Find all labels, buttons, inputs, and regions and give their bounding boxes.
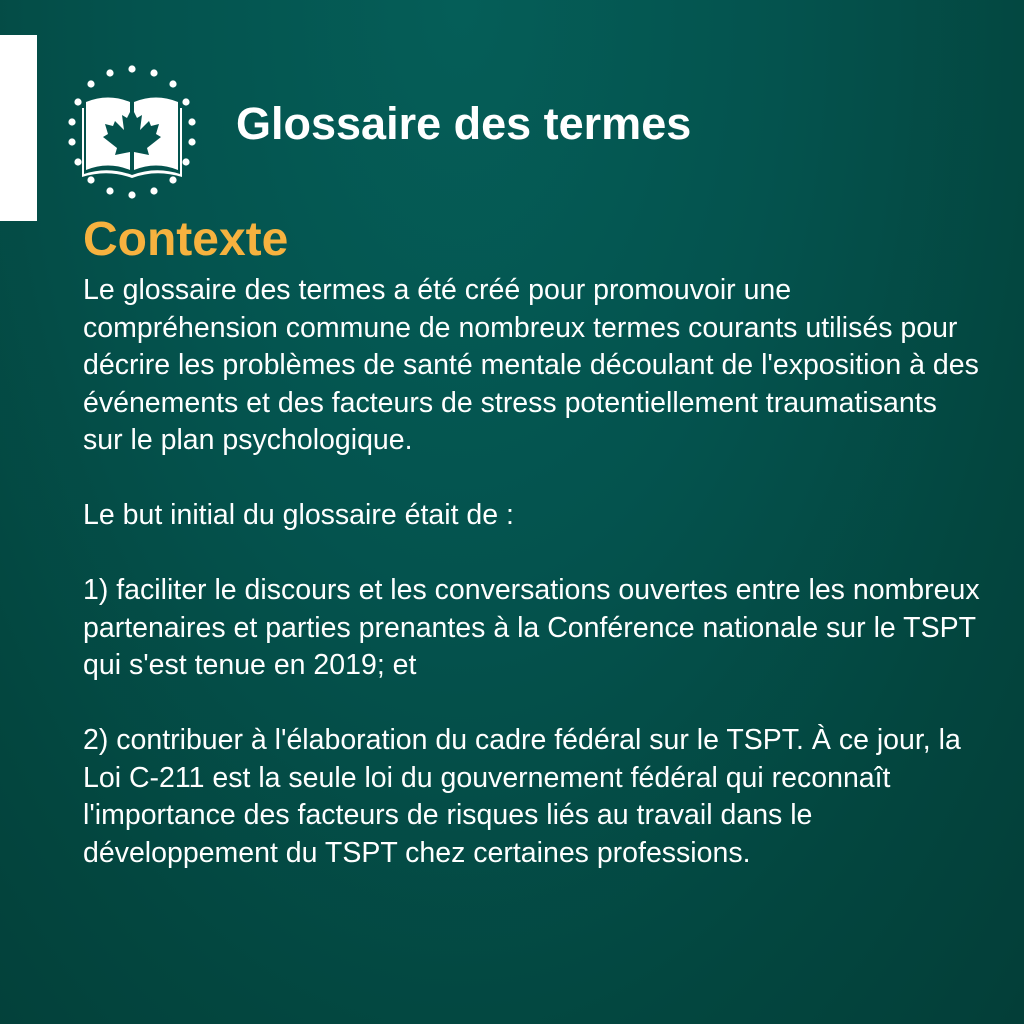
list-item: 1) faciliter le discours et les conversations ouvertes entre les nombreux partenaires et parties prenantes à la Conférence nationale sur le TSPT qui s'est tenue en 2019; et — [83, 574, 980, 681]
section-title: Contexte — [83, 213, 289, 266]
intro-paragraph: Le glossaire des termes a été créé pour promouvoir une compréhension commune de nombreux termes courants utilisés pour décrire les problèmes de santé mentale découlant de l'exposition à des événements et des facteurs de stress potentiellement traumatisants sur le plan psychologique. — [83, 274, 979, 456]
body-text — [83, 272, 983, 872]
accent-bar — [0, 35, 37, 221]
purpose-paragraph: Le but initial du glossaire était de : — [83, 499, 514, 531]
list-item: 2) contribuer à l'élaboration du cadre fédéral sur le TSPT. À ce jour, la Loi C-211 est la seule loi du gouvernement fédéral qui reconnaît l'importance des facteurs de risques liés au travail dans le développement du TSPT chez certaines professions. — [83, 724, 961, 869]
page-title: Glossaire des termes — [236, 98, 692, 149]
book-maple-leaf-icon — [62, 62, 202, 202]
